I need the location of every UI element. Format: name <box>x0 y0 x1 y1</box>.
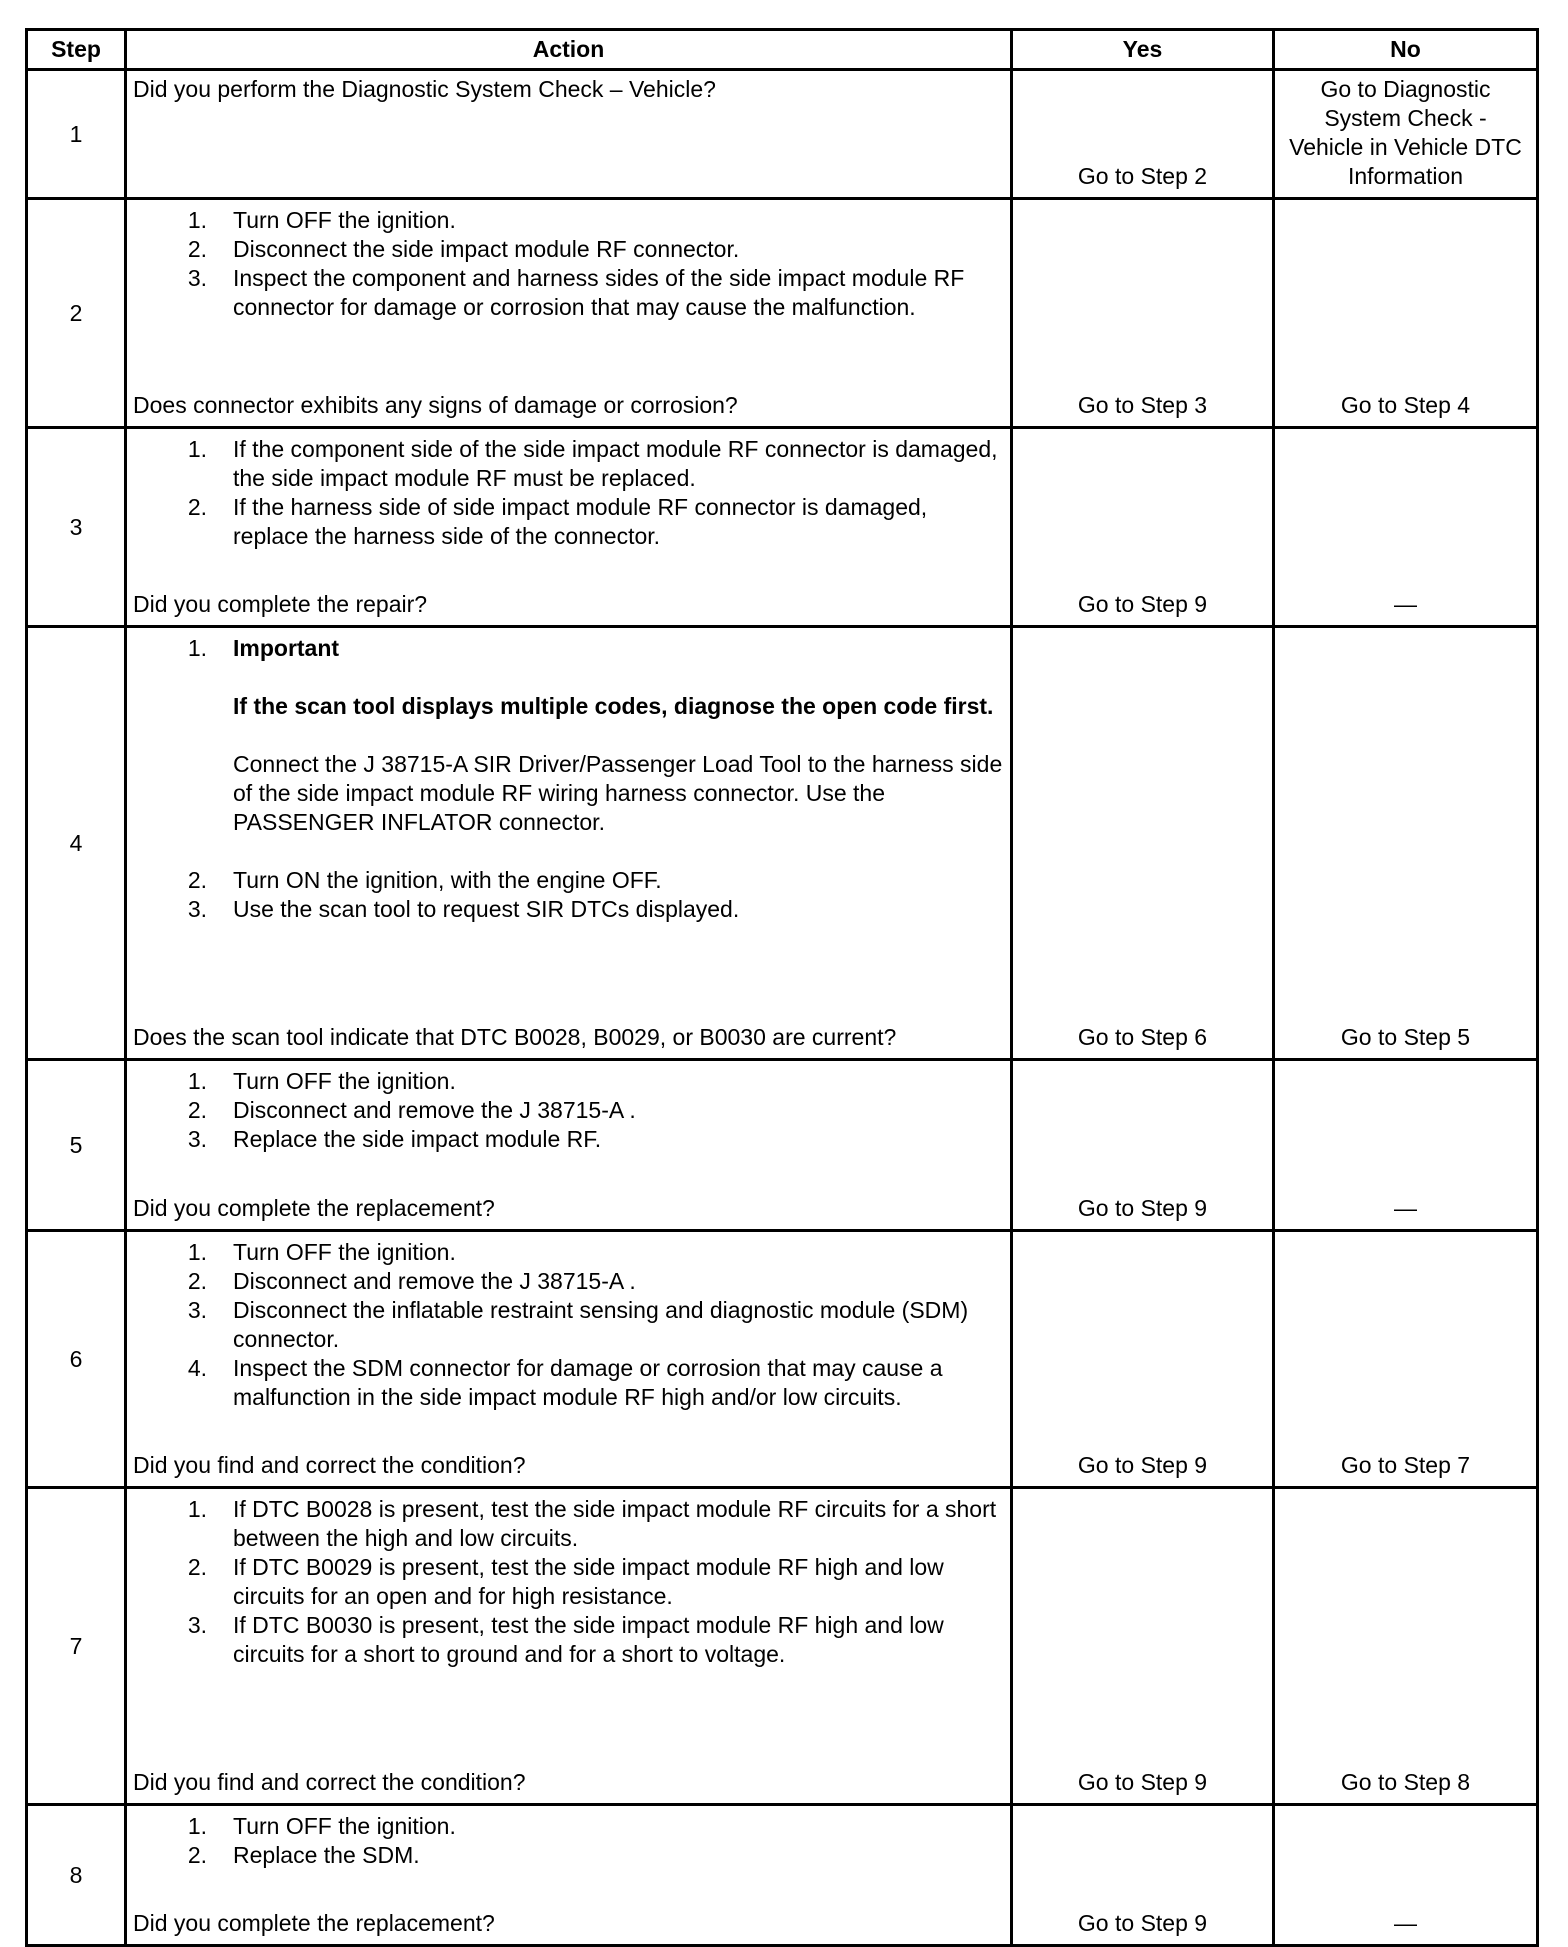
action-question: Did you complete the repair? <box>133 591 428 617</box>
yes-cell: Go to Step 9 <box>1012 428 1274 627</box>
action-steps <box>133 1812 1006 1870</box>
list-item: 2. Turn ON the ignition, with the engine OFF. <box>187 867 662 893</box>
no-cell: Go to Step 5 <box>1274 627 1538 1060</box>
list-item: 2. Disconnect and remove the J 38715-A . <box>187 1097 636 1123</box>
action-steps <box>133 1067 1006 1154</box>
action-steps <box>133 634 1006 924</box>
step-number: 2 <box>27 199 126 428</box>
action-question: Did you perform the Diagnostic System Check – Vehicle? <box>133 76 716 102</box>
no-cell: Go to Diagnostic System Check - Vehicle in Vehicle DTC Information <box>1274 70 1538 199</box>
list-item: 2. Disconnect the side impact module RF connector. <box>187 236 740 262</box>
step-number: 1 <box>27 70 126 199</box>
action-cell <box>126 1231 1012 1488</box>
step-number: 5 <box>27 1060 126 1231</box>
action-steps <box>133 1495 1006 1669</box>
list-item: 3. Use the scan tool to request SIR DTCs displayed. <box>187 896 740 922</box>
list-item: 2. Disconnect and remove the J 38715-A . <box>187 1268 636 1294</box>
list-item: 3. Inspect the component and harness sides of the side impact module RF connector for damage or corrosion that may cause the malfunction. <box>187 265 965 320</box>
step-number: 8 <box>27 1805 126 1946</box>
no-cell: — <box>1274 1805 1538 1946</box>
table-row-step-1 <box>27 70 1538 199</box>
list-item: 3. If DTC B0030 is present, test the side impact module RF high and low circuits for a short to ground and for a short to voltage. <box>187 1612 944 1667</box>
table-row-step-8 <box>27 1805 1538 1946</box>
action-steps <box>133 206 1006 322</box>
action-question: Did you find and correct the condition? <box>133 1769 526 1795</box>
list-item: 1. Turn OFF the ignition. <box>187 207 456 233</box>
list-item: 2. If DTC B0029 is present, test the side impact module RF high and low circuits for an open and for high resistance. <box>187 1554 944 1609</box>
action-cell <box>126 70 1012 199</box>
header-no: No <box>1274 30 1538 70</box>
action-steps <box>133 435 1006 551</box>
yes-cell: Go to Step 6 <box>1012 627 1274 1060</box>
step-number: 7 <box>27 1488 126 1805</box>
header-action: Action <box>126 30 1012 70</box>
list-item: 4. Inspect the SDM connector for damage or corrosion that may cause a malfunction in the side impact module RF high and/or low circuits. <box>187 1355 943 1410</box>
list-item: 1. Turn OFF the ignition. <box>187 1068 456 1094</box>
important-note: If the scan tool displays multiple codes, diagnose the open code first. <box>233 693 994 719</box>
action-question: Did you find and correct the condition? <box>133 1452 526 1478</box>
step-number: 6 <box>27 1231 126 1488</box>
yes-cell: Go to Step 9 <box>1012 1060 1274 1231</box>
table-row-step-6 <box>27 1231 1538 1488</box>
no-cell: Go to Step 8 <box>1274 1488 1538 1805</box>
action-steps <box>133 1238 1006 1412</box>
list-item: 1. If the component side of the side impact module RF connector is damaged, the side impact module RF must be replaced. <box>187 436 998 491</box>
action-cell <box>126 199 1012 428</box>
action-cell <box>126 1060 1012 1231</box>
no-cell: Go to Step 4 <box>1274 199 1538 428</box>
yes-cell: Go to Step 9 <box>1012 1805 1274 1946</box>
list-item: 2. If the harness side of side impact module RF connector is damaged, replace the harness side of the connector. <box>187 494 928 549</box>
table-row-step-2 <box>27 199 1538 428</box>
step-number: 3 <box>27 428 126 627</box>
header-yes: Yes <box>1012 30 1274 70</box>
list-item: 1. Turn OFF the ignition. <box>187 1239 456 1265</box>
yes-cell: Go to Step 2 <box>1012 70 1274 199</box>
step-instruction: Connect the J 38715-A SIR Driver/Passenger Load Tool to the harness side of the side impact module RF wiring harness connector. Use the PASSENGER INFLATOR connector. <box>233 751 1003 835</box>
no-cell: Go to Step 7 <box>1274 1231 1538 1488</box>
step-number: 4 <box>27 627 126 1060</box>
action-cell <box>126 428 1012 627</box>
action-cell <box>126 627 1012 1060</box>
list-item: 1. Turn OFF the ignition. <box>187 1813 456 1839</box>
list-item: 2. Replace the SDM. <box>187 1842 420 1868</box>
list-item: 1. Important If the scan tool displays multiple codes, diagnose the open code first. Connect the J 38715-A SIR Driver/Passenger Load Tool to the harness side of the side impact module RF wiring harness connector. Use the PASSENGER INFLATOR connector. <box>133 634 1006 866</box>
table-row-step-7 <box>27 1488 1538 1805</box>
diagnostic-table <box>25 28 1539 1947</box>
header-step: Step <box>27 30 126 70</box>
action-cell <box>126 1488 1012 1805</box>
table-row-step-5 <box>27 1060 1538 1231</box>
list-item: 3. Replace the side impact module RF. <box>187 1126 602 1152</box>
table-row-step-3 <box>27 428 1538 627</box>
no-cell: — <box>1274 1060 1538 1231</box>
action-question: Does the scan tool indicate that DTC B0028, B0029, or B0030 are current? <box>133 1024 897 1050</box>
no-cell: — <box>1274 428 1538 627</box>
yes-cell: Go to Step 9 <box>1012 1231 1274 1488</box>
action-question: Did you complete the replacement? <box>133 1910 495 1936</box>
action-question: Does connector exhibits any signs of damage or corrosion? <box>133 392 738 418</box>
important-title: Important <box>233 635 340 661</box>
action-cell <box>126 1805 1012 1946</box>
header-row <box>27 30 1538 70</box>
action-question: Did you complete the replacement? <box>133 1195 495 1221</box>
table-row-step-4 <box>27 627 1538 1060</box>
list-item: 3. Disconnect the inflatable restraint sensing and diagnostic module (SDM) connector. <box>187 1297 969 1352</box>
yes-cell: Go to Step 9 <box>1012 1488 1274 1805</box>
yes-cell: Go to Step 3 <box>1012 199 1274 428</box>
list-item: 1. If DTC B0028 is present, test the side impact module RF circuits for a short between the high and low circuits. <box>187 1496 997 1551</box>
